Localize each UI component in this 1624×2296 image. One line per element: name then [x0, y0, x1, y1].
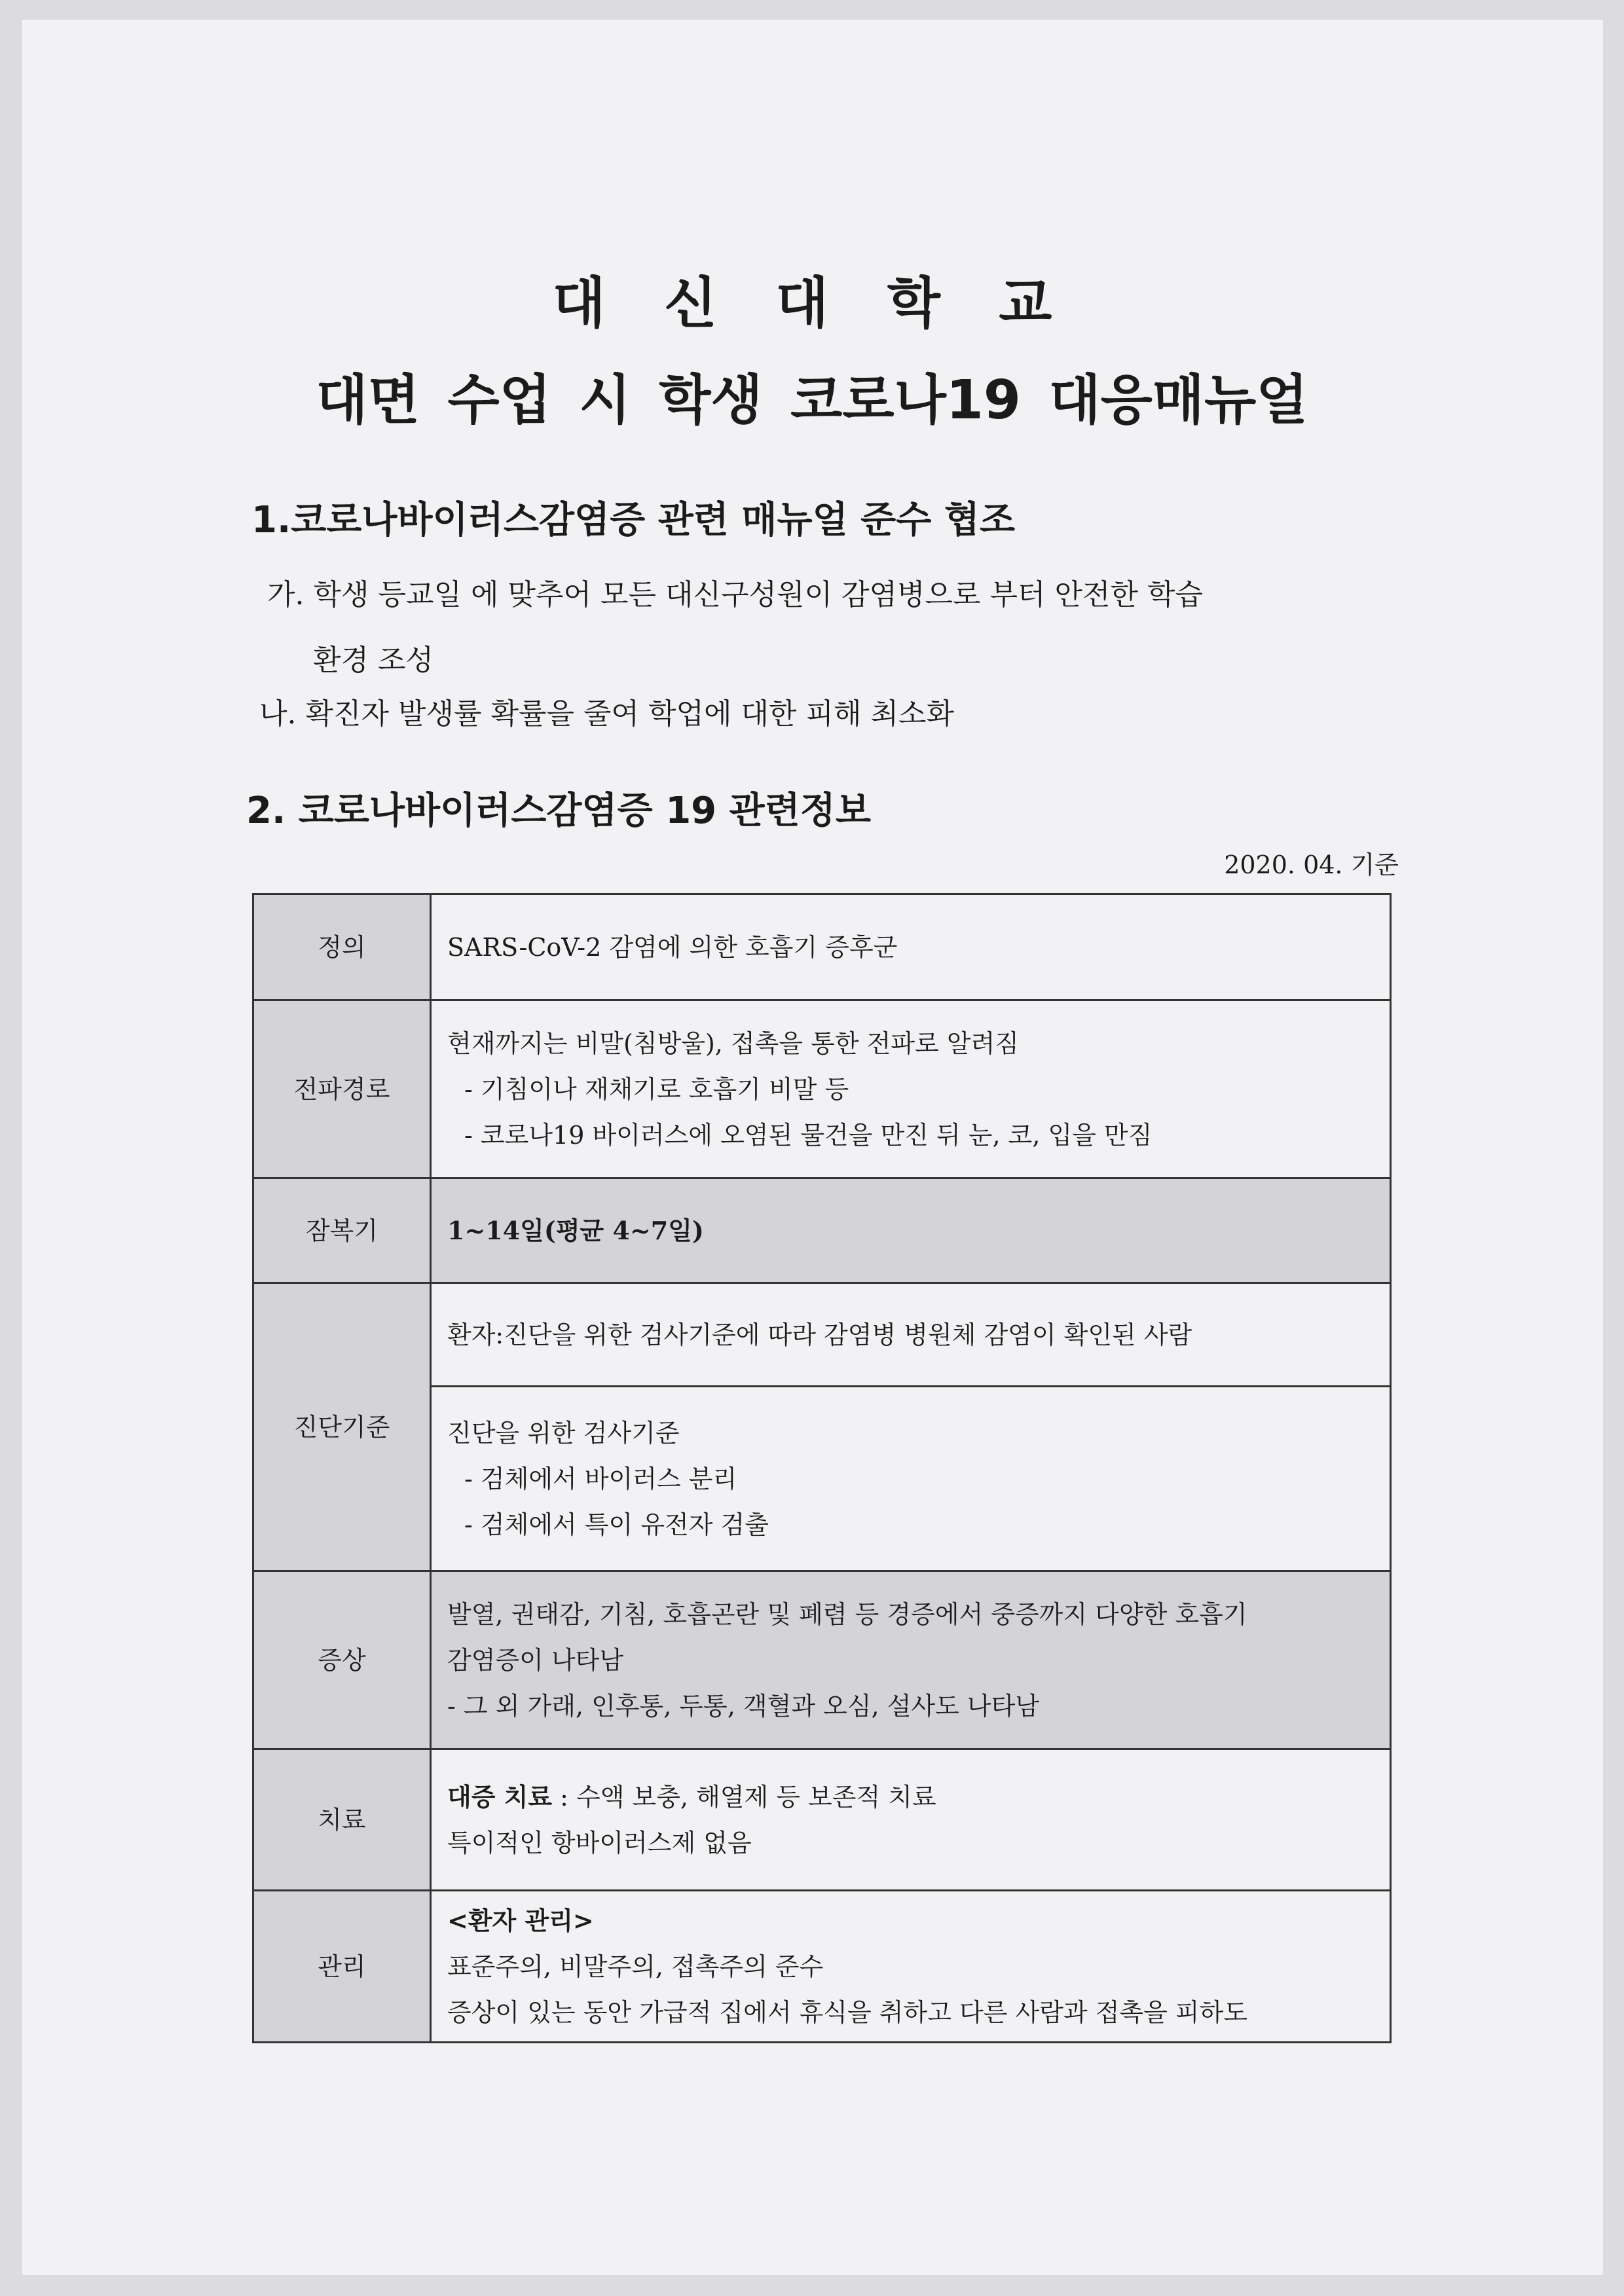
label-management: 관리 [253, 1891, 431, 2043]
label-incubation: 잠복기 [253, 1178, 431, 1283]
management-title: <환자 관리> [447, 1905, 594, 1935]
value-management [431, 1891, 1391, 2043]
table-row-diagnosis [253, 1283, 1391, 1387]
management-line2: 증상이 있는 동안 가급적 집에서 휴식을 취하고 다른 사람과 접촉을 피하도 [447, 1997, 1248, 2027]
treatment-rest: : 수액 보충, 해열제 등 보존적 치료 [552, 1782, 936, 1812]
value-definition: SARS-CoV-2 감염에 의한 호흡기 증후군 [431, 894, 1391, 1000]
table-row-incubation [253, 1178, 1391, 1283]
table-row-transmission [253, 1000, 1391, 1178]
table-row-symptoms [253, 1571, 1391, 1749]
value-transmission [431, 1000, 1391, 1178]
document-title-line1: 대 신 대 학 교 [552, 271, 1072, 335]
section1-item-b: 나. 확진자 발생률 확률을 줄여 학업에 대한 피해 최소화 [259, 697, 954, 731]
table-row-treatment [253, 1749, 1391, 1891]
label-symptoms: 증상 [253, 1571, 431, 1749]
criteria-item2: - 검체에서 특이 유전자 검출 [464, 1510, 769, 1539]
label-treatment: 치료 [253, 1749, 431, 1891]
as-of-date: 2020. 04. 기준 [1224, 850, 1399, 879]
table-row-management [253, 1891, 1391, 2043]
covid-info-table [252, 893, 1392, 2043]
value-diagnosis-criteria [431, 1387, 1391, 1571]
value-diagnosis-patient: 환자:진단을 위한 검사기준에 따라 감염병 병원체 감염이 확인된 사람 [431, 1283, 1391, 1387]
label-diagnosis: 진단기준 [253, 1283, 431, 1571]
value-symptoms [431, 1571, 1391, 1749]
treatment-bold: 대증 치료 [447, 1781, 553, 1812]
label-transmission: 전파경로 [253, 1000, 431, 1178]
criteria-title: 진단을 위한 검사기준 [447, 1418, 680, 1448]
value-treatment [431, 1749, 1391, 1891]
management-line1: 표준주의, 비말주의, 접촉주의 준수 [447, 1952, 824, 1981]
symptoms-line2: 감염증이 나타남 [447, 1645, 624, 1675]
value-incubation: 1~14일(평균 4~7일) [431, 1178, 1391, 1283]
transmission-line2: - 기침이나 재채기로 호흡기 비말 등 [464, 1074, 849, 1104]
document-title-line2: 대면 수업 시 학생 코로나19 대응매뉴얼 [316, 369, 1308, 431]
section2-heading: 2. 코로나바이러스감염증 19 관련정보 [246, 790, 872, 832]
section1-heading: 1.코로나바이러스감염증 관련 매뉴얼 준수 협조 [251, 499, 1016, 541]
transmission-line3: - 코로나19 바이러스에 오염된 물건을 만진 뒤 눈, 코, 입을 만짐 [464, 1120, 1153, 1150]
section1-item-a-line2: 환경 조성 [313, 644, 434, 677]
symptoms-line1: 발열, 권태감, 기침, 호흡곤란 및 폐렴 등 경증에서 중증까지 다양한 호흡기 [447, 1599, 1247, 1629]
criteria-item1: - 검체에서 바이러스 분리 [464, 1464, 737, 1493]
transmission-line1: 현재까지는 비말(침방울), 접촉을 통한 전파로 알려짐 [447, 1029, 1019, 1058]
label-definition: 정의 [253, 894, 431, 1000]
treatment-line2: 특이적인 항바이러스제 없음 [447, 1828, 752, 1857]
section1-item-a-line1: 가. 학생 등교일 에 맞추어 모든 대신구성원이 감염병으로 부터 안전한 학습 [267, 578, 1203, 611]
symptoms-line3: - 그 외 가래, 인후통, 두통, 객혈과 오심, 설사도 나타남 [447, 1691, 1040, 1721]
table-row-definition [253, 894, 1391, 1000]
